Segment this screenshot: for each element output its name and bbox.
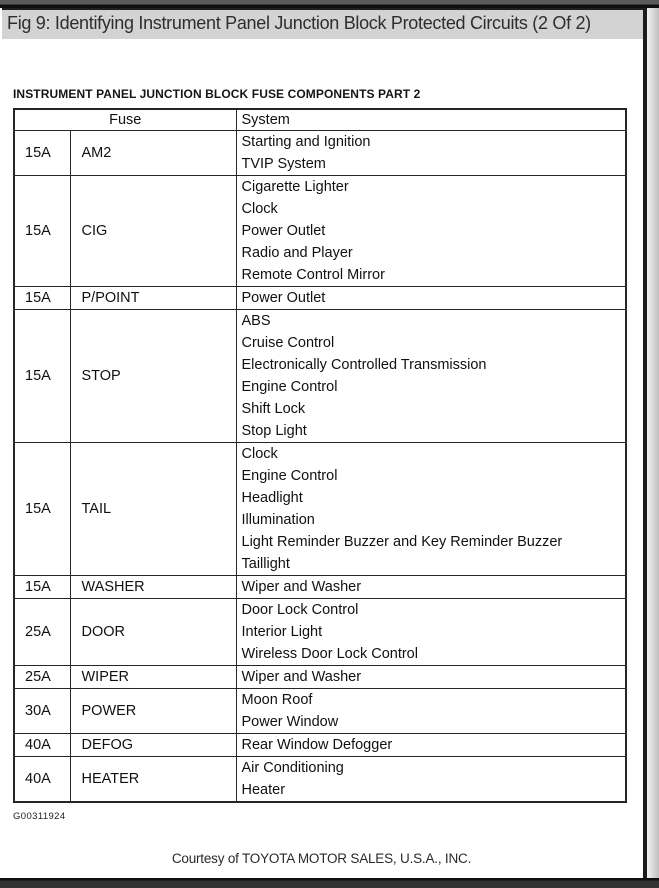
- column-header-fuse: Fuse: [14, 109, 236, 130]
- system-list-cell: [236, 175, 626, 286]
- column-header-system: System: [236, 109, 626, 130]
- fuse-name-cell: HEATER: [70, 756, 236, 802]
- window-top-edge: [0, 0, 659, 8]
- system-list-cell: [236, 130, 626, 175]
- fuse-name-cell: TAIL: [70, 442, 236, 575]
- fuse-name-cell: DEFOG: [70, 733, 236, 756]
- table-row: [14, 575, 626, 598]
- fuse-amperage-cell: 15A: [14, 309, 70, 442]
- system-item: Wiper and Washer: [241, 578, 362, 595]
- fuse-name-cell: DOOR: [70, 598, 236, 665]
- table-row: [14, 665, 626, 688]
- system-item: Interior Light: [241, 623, 323, 640]
- fuse-name-cell: POWER: [70, 688, 236, 733]
- fuse-amperage-cell: 15A: [14, 175, 70, 286]
- system-list-cell: [236, 756, 626, 802]
- table-row: [14, 286, 626, 309]
- system-item: Cruise Control: [241, 334, 335, 351]
- system-item: Heater: [241, 781, 286, 798]
- fuse-amperage-cell: 25A: [14, 665, 70, 688]
- figure-title: Fig 9: Identifying Instrument Panel Junction Block Protected Circuits (2 Of 2): [7, 13, 591, 33]
- table-row: [14, 442, 626, 575]
- system-list-cell: [236, 598, 626, 665]
- system-item: Cigarette Lighter: [241, 178, 349, 195]
- system-item: Shift Lock: [241, 400, 306, 417]
- table-row: [14, 130, 626, 175]
- system-list-cell: [236, 665, 626, 688]
- table-row: [14, 733, 626, 756]
- fuse-amperage-cell: 40A: [14, 756, 70, 802]
- system-item: Wiper and Washer: [241, 668, 362, 685]
- fuse-amperage-cell: 30A: [14, 688, 70, 733]
- fuse-amperage-cell: 15A: [14, 442, 70, 575]
- system-item: Light Reminder Buzzer and Key Reminder Buzzer: [241, 533, 563, 550]
- table-header-row: [14, 109, 626, 130]
- system-item: Moon Roof: [241, 691, 313, 708]
- system-item: Engine Control: [241, 467, 338, 484]
- system-item: Engine Control: [241, 378, 338, 395]
- fuse-table-body: [14, 109, 626, 802]
- system-item: Power Window: [241, 713, 339, 730]
- fuse-amperage-cell: 15A: [14, 286, 70, 309]
- table-row: [14, 756, 626, 802]
- system-item: Headlight: [241, 489, 303, 506]
- fuse-table: [13, 108, 627, 803]
- system-item: Starting and Ignition: [241, 133, 371, 150]
- system-item: Taillight: [241, 555, 290, 572]
- system-list-cell: [236, 688, 626, 733]
- fuse-amperage-cell: 40A: [14, 733, 70, 756]
- fuse-amperage-cell: 15A: [14, 575, 70, 598]
- system-item: Air Conditioning: [241, 759, 344, 776]
- system-list-cell: [236, 286, 626, 309]
- system-item: Illumination: [241, 511, 315, 528]
- system-item: Clock: [241, 445, 278, 462]
- table-heading: INSTRUMENT PANEL JUNCTION BLOCK FUSE COMPONENTS PART 2: [13, 87, 421, 101]
- system-list-cell: [236, 442, 626, 575]
- fuse-name-cell: STOP: [70, 309, 236, 442]
- system-item: Remote Control Mirror: [241, 266, 385, 283]
- table-row: [14, 309, 626, 442]
- figure-code: G00311924: [13, 811, 66, 822]
- system-item: Electronically Controlled Transmission: [241, 356, 487, 373]
- fuse-name-cell: CIG: [70, 175, 236, 286]
- system-item: Power Outlet: [241, 222, 326, 239]
- system-list-cell: [236, 575, 626, 598]
- system-item: Clock: [241, 200, 278, 217]
- system-list-cell: [236, 733, 626, 756]
- fuse-name-cell: AM2: [70, 130, 236, 175]
- system-item: Door Lock Control: [241, 601, 359, 618]
- fuse-amperage-cell: 15A: [14, 130, 70, 175]
- right-page-gutter: [647, 8, 659, 878]
- fuse-name-cell: P/POINT: [70, 286, 236, 309]
- system-item: Radio and Player: [241, 244, 353, 261]
- system-item: Stop Light: [241, 422, 307, 439]
- system-list-cell: [236, 309, 626, 442]
- system-item: Power Outlet: [241, 289, 326, 306]
- system-item: Rear Window Defogger: [241, 736, 393, 753]
- system-item: Wireless Door Lock Control: [241, 645, 418, 662]
- window-bottom-edge: [0, 878, 659, 888]
- table-row: [14, 175, 626, 286]
- system-item: ABS: [241, 312, 271, 329]
- courtesy-line: Courtesy of TOYOTA MOTOR SALES, U.S.A., INC.: [171, 851, 472, 866]
- fuse-name-cell: WASHER: [70, 575, 236, 598]
- fuse-amperage-cell: 25A: [14, 598, 70, 665]
- fuse-name-cell: WIPER: [70, 665, 236, 688]
- figure-title-bar: [2, 8, 643, 39]
- table-row: [14, 598, 626, 665]
- system-item: TVIP System: [241, 155, 326, 172]
- table-row: [14, 688, 626, 733]
